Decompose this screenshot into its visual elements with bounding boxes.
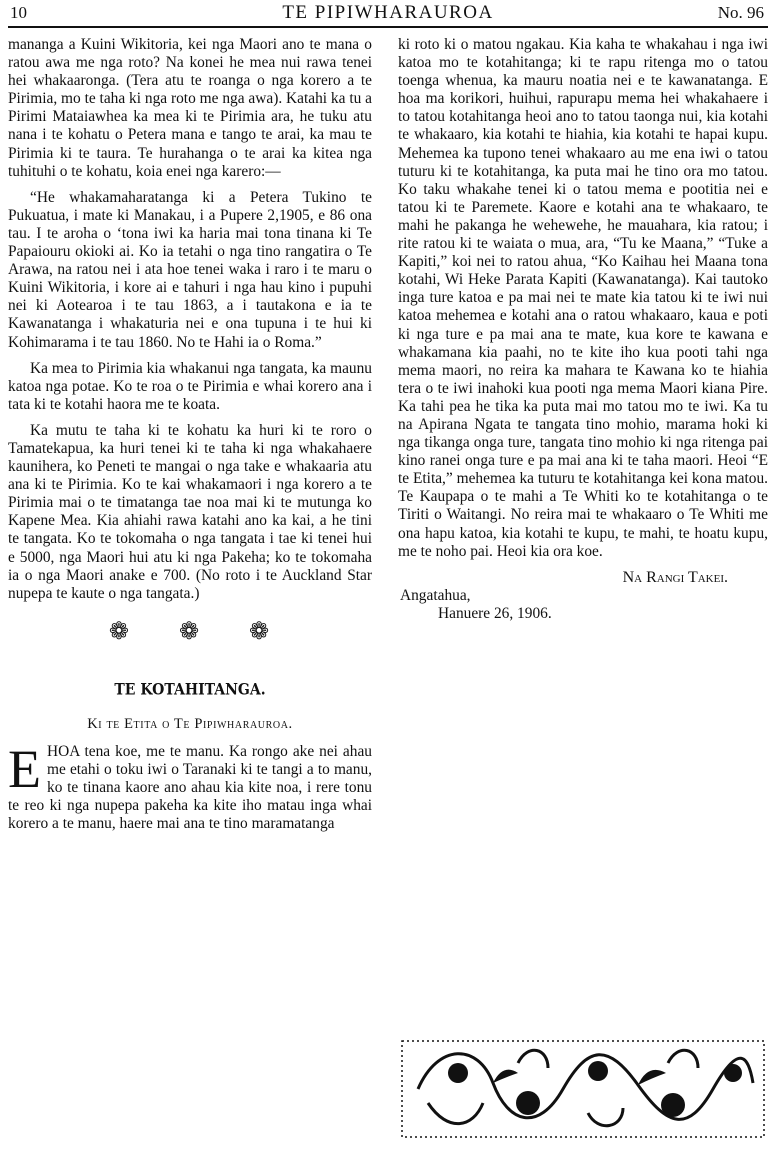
- decorative-scroll-ornament: [398, 1033, 768, 1143]
- paragraph: ki roto ki o matou ngakau. Kia kaha te whakahau i nga iwi katoa mo te kotahitanga; ki te rapu ritenga mo o tatou toenga whenua, ka mauru noatia nei e te kawanatanga. E hoa ma korikori, huihui, rapurapu mema hei whakahaere i to tatou kotahitanga heoi ano to tatou taonga nui, kia kotahi te whakaaro, kia kotahi te hiahia, kia kotahi te hapai kupu. Mehemea ka tupono tenei whakaaro au me ena iwi o tatou tuturu ki te kotahitanga, ka puta mai he tino ora mo tatou. Ko taku whakahe tenei ki o tatou mema e pootitia nei e tatou ki te Paremete. Kaore e kotahi ana te whakaaro, te mahi he pakanga he wehewehe, he mauahara, kia ratou; i rite ratou ki te waiata o mua, ara, “Tu ke Maana,” “Tuke a Kapiti,” koi nei to ratou ahua, “Ko Kaihau hei Maana tona kotahi, Wi Heke Parata Kapiti (Kawanatanga). Kai tautoko inga ture katoa e pa mai nei te mate kia tatou ki te iwi nui katoa mehemea e kotahi ana o ratou whakaaro, kaua e poti ki nga ture e pa mai ana te mate, kua kore te kawana e whakamana kia paahi, no te kite iho kua pooti tahi nga mema maori, no reira ka mahara te Kawana ko te hiahia tera o te iwi inahoki kua pooti nga mema Maori kiana Pire. Ka tahi pea he tika ka puta mai mo tatou mo te iwi. Ka tu na Apirana Ngata te tangata tino mohio, marama hoki ki nga tikanga onga ture, tangata tino mohio ki nga ritenga pai kino ranei onga ture e pa mai ana ki te taha maori. Heoi “E te Etita,” mehemea ka tuturu te kotahitanga kei kona matou. Te Kaupapa o te mahi a Te Whiti ko te kotahitanga o te Tiriti o Waitangi. No reira mai te whakaaro o Te Whiti me ona hapu katoa, kia kotahi te kupu, te mahi, te hoatu kupu, me te noho pai. Heoi kia ora koe.: [398, 36, 768, 560]
- page-header: [8, 0, 768, 26]
- paragraph-inscription: “He whakamaharatanga ki a Petera Tukino te Pukuatua, i mate ki Manakau, i a Pupere 2,1905, e 86 ona tau. I te aroha o ‘tona iwi ka haria mai tona tinana ki Te Papaiouru okioki ai. Ko ia tetahi o nga tino rangatira o Te Arawa, na ratou nei i ata hoe tenei waka i raro i te maru o Kuini Wikitoria, i kore ai e tahuri i nga hau kino i pupuhi nei ki Aotearoa i te tau 1863, a i tautakona e ia te Kawanatanga i whakaturia nei e ona tupuna i te hui ki Kohimarama i te tau 1860. No te Hahi ia o Roma.”: [8, 188, 372, 351]
- paragraph: mananga a Kuini Wikitoria, kei nga Maori ano te mana o ratou awa me nga roto? Na konei he mea nui rawa tenei hei whakaaronga. (Tera atu te roanga o nga korero a te Pirimia, mo te taha ki nga roto me nga awa). Katahi ka tu a Pirimi Mataiawhea ka mea ki te Pirimia ara, he tuku atu nana i te kohatu o Petera mana e tango te arai, ka mau te Pirimia ki te taura. Te hurahanga o te arai ka kitea nga tuhituhi o te kohatu, koia enei nga karero:—: [8, 36, 372, 180]
- left-column: [8, 36, 372, 842]
- drop-cap: E: [8, 739, 41, 800]
- letter-opening: [8, 739, 372, 833]
- page-number: 10: [10, 3, 27, 22]
- publication-title: TE PIPIWHARAUROA: [282, 2, 494, 23]
- issue-number: No. 96: [717, 3, 764, 22]
- right-column: [398, 36, 768, 623]
- paragraph: Ka mea to Pirimia kia whakanui nga tangata, ka maunu katoa nga potae. Ko te roa o te Pirimia e whai korero ana i tata ki te kotahi haora me te koata.: [8, 359, 372, 413]
- letter-text: HOA tena koe, me te manu. Ka rongo ake nei ahau me etahi o toku iwi o Taranaki ki te tangi a to manu, ko te tinana kaore ano ahau kia kite noa, i rere tonu te reo ki nga nupepa pakeha ka kite iho matau inga whai korero a te manu, haere mai ana te tino maramatanga: [8, 743, 372, 833]
- paragraph: Ka mutu te taha ki te kohatu ka huri ki te roro o Tamatekapua, ka huri tenei ki te taha ki nga whakahaere kaunihera, ko Peneti te mangai o nga take e whakaaria atu ana ki te Pirimia. Ko te kai whakamaori i nga korero a te Pirimia mai o te timatanga tae noa mai ki te mutunga ko Kapene Mea. Kia ahiahi rawa katahi ano ka kai, a he tini te tangata. Ko te tokomaha o nga tangata i tae ki tenei hui e 5000, nga Maori hui atu ki nga Pakeha; ko te tokomaha ia o nga Maori anake e 700. (No roto i te Auckland Star nupepa te kaute o nga tangata.): [8, 421, 372, 602]
- letter-place: Angatahua,: [400, 586, 471, 604]
- header-rule: [8, 26, 768, 28]
- section-subtitle: Ki te Etita o Te Pipiwharauroa.: [87, 716, 293, 732]
- signature: Na Rangi Takei.: [622, 568, 728, 586]
- ornament-divider: ❁ ❁ ❁: [108, 618, 292, 645]
- section-title: TE KOTAHITANGA.: [114, 680, 266, 700]
- letter-date: Hanuere 26, 1906.: [438, 604, 552, 622]
